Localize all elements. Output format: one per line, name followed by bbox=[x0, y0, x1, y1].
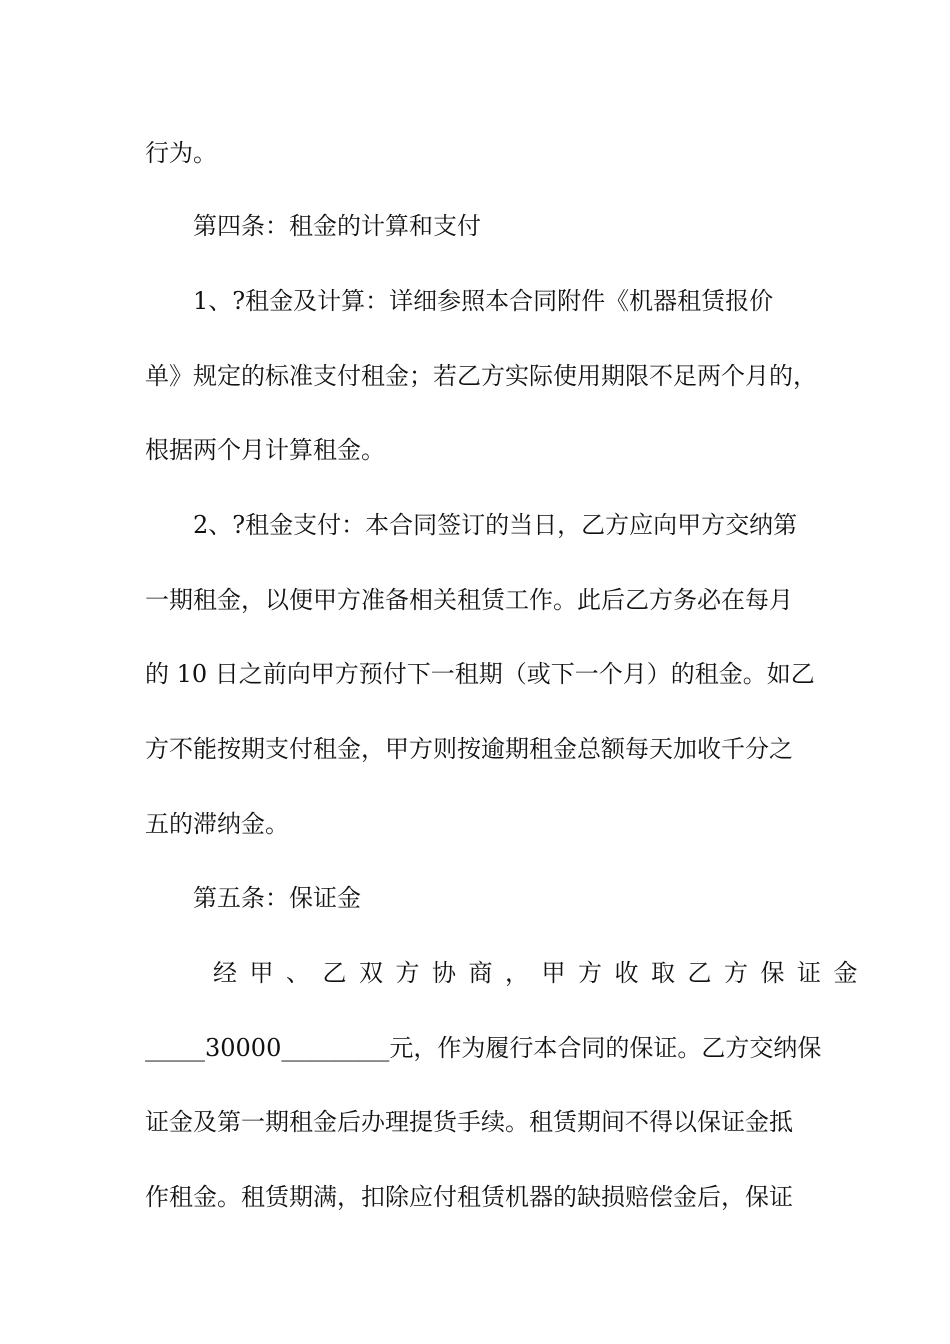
text-line: 方不能按期支付租金，甲方则按逾期租金总额每天加收千分之 bbox=[145, 735, 793, 763]
text-line: _____30000_________元，作为履行本合同的保证。乙方交纳保 bbox=[145, 1034, 822, 1062]
article-4-heading: 第四条：租金的计算和支付 bbox=[193, 212, 481, 240]
text-line: 的 10 日之前向甲方预付下一租期（或下一个月）的租金。如乙 bbox=[145, 660, 815, 688]
text-line: 1、?租金及计算：详细参照本合同附件《机器租赁报价 bbox=[193, 287, 774, 315]
text-line: 证金及第一期租金后办理提货手续。租赁期间不得以保证金抵 bbox=[145, 1108, 793, 1136]
text-line: 经甲、乙双方协商，甲方收取乙方保证金 bbox=[213, 959, 870, 987]
text-line: 作租金。租赁期满，扣除应付租赁机器的缺损赔偿金后，保证 bbox=[145, 1183, 793, 1211]
text-line: 2、?租金支付：本合同签订的当日，乙方应向甲方交纳第 bbox=[193, 511, 798, 539]
text-line: 一期租金，以便甲方准备相关租赁工作。此后乙方务必在每月 bbox=[145, 586, 793, 614]
text-line: 行为。 bbox=[145, 139, 217, 167]
text-line: 五的滞纳金。 bbox=[145, 810, 289, 838]
article-5-heading: 第五条：保证金 bbox=[193, 884, 361, 912]
text-line: 根据两个月计算租金。 bbox=[145, 436, 385, 464]
text-line: 单》规定的标准支付租金；若乙方实际使用期限不足两个月的， bbox=[145, 362, 817, 390]
